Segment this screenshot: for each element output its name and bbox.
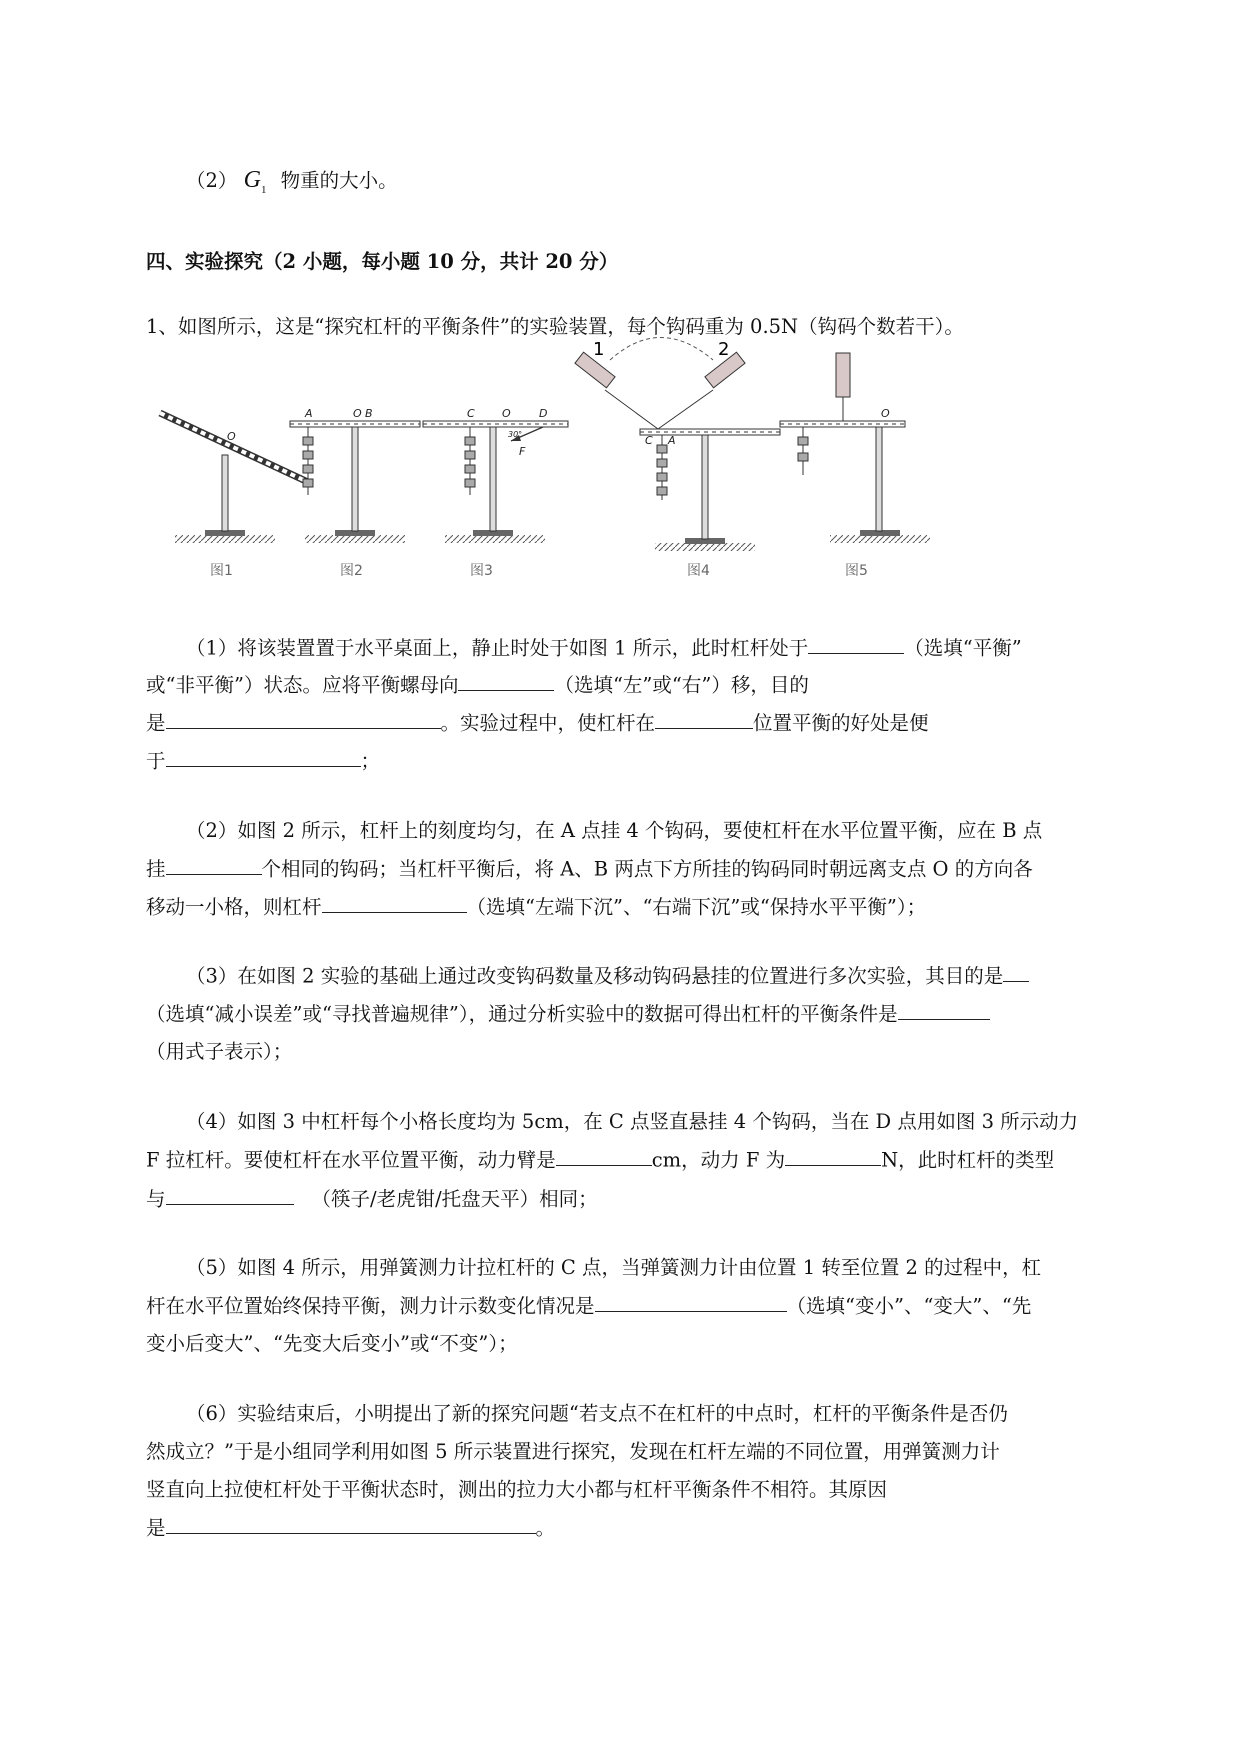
- answer-blank-benefit[interactable]: [166, 745, 361, 767]
- answer-blank-lever-type[interactable]: [166, 1183, 294, 1205]
- fig4-label: 图4: [687, 563, 710, 579]
- figure-1: [160, 413, 310, 579]
- p2-line3: [146, 891, 926, 919]
- answer-blank-reason[interactable]: [166, 1512, 536, 1534]
- figure-2: [290, 407, 420, 579]
- p2-text-3b: （选填“左端下沉”、“右端下沉”或“保持水平平衡”）；: [466, 895, 927, 919]
- fig3-label: 图3: [470, 563, 493, 579]
- fig3-point-c: C: [467, 407, 475, 420]
- p1-line4: [146, 745, 380, 773]
- question-stem: 1、如图所示，这是“探究杠杆的平衡条件”的实验装置，每个钩码重为 0.5N（钩码个数若干）。: [146, 315, 964, 338]
- p4-line3: [146, 1183, 598, 1211]
- fig5-label: 图5: [845, 563, 868, 579]
- fig3-pivot-o: O: [502, 407, 511, 420]
- p3-line2: [146, 998, 990, 1026]
- answer-blank-arm-length[interactable]: [556, 1144, 652, 1166]
- answer-blank-position[interactable]: [655, 707, 753, 729]
- p4-text-2a: F 拉杠杆。要使杠杆在水平位置平衡，动力臂是: [146, 1148, 556, 1172]
- p5-text-2b: （选填“变小”、“变大”、“先: [786, 1294, 1032, 1318]
- fig4-position-1: 1: [593, 339, 605, 360]
- fig2-pivot-o: O: [353, 407, 362, 420]
- p3-text-2a: （选填“减小误差”或“寻找普遍规律”），通过分析实验中的数据可得出杠杆的平衡条件是: [146, 1002, 898, 1026]
- p4-text-2c: N，此时杠杆的类型: [881, 1148, 1055, 1172]
- p4-line1: （4）如图 3 中杠杆每个小格长度均为 5cm，在 C 点竖直悬挂 4 个钩码，当在 D 点用如图 3 所示动力: [186, 1110, 1079, 1133]
- p1-text-3c: 位置平衡的好处是便: [753, 711, 929, 735]
- fig5-pivot-o: O: [881, 407, 890, 420]
- fig2-point-a: A: [305, 407, 313, 420]
- answer-blank-purpose[interactable]: [166, 707, 441, 729]
- q2-prefix: （2）: [186, 169, 238, 192]
- p5-line1: （5）如图 4 所示，用弹簧测力计拉杠杆的 C 点，当弹簧测力计由位置 1 转至位置 2 的过程中，杠: [186, 1256, 1042, 1279]
- experiment-figures: [165, 339, 1035, 595]
- p6-line2: 然成立？”于是小组同学利用如图 5 所示装置进行探究，发现在杠杆左端的不同位置，用弹簧测力计: [146, 1440, 1000, 1463]
- figure-3: [423, 407, 568, 579]
- p4-line2: [146, 1144, 1054, 1172]
- fig4-position-2: 2: [718, 339, 730, 360]
- q2-suffix: 物重的大小。: [280, 169, 398, 192]
- fig2-label: 图2: [340, 563, 363, 579]
- answer-blank-goal[interactable]: [1003, 960, 1029, 982]
- p4-text-3b: （筷子/老虎钳/托盘天平）相同；: [311, 1187, 598, 1211]
- answer-blank-condition[interactable]: [898, 998, 990, 1020]
- p3-line1: [186, 960, 1029, 988]
- p1-line1: [186, 632, 1022, 660]
- p5-line2: [146, 1290, 1031, 1318]
- p6-text-4b: 。: [535, 1516, 556, 1540]
- p1-text-3a: 是: [146, 711, 166, 735]
- fig1-pivot-o: O: [227, 430, 236, 443]
- p1-line2: [146, 669, 809, 697]
- figure-4: [575, 338, 780, 580]
- p1-text-3b: 。实验过程中，使杠杆在: [440, 711, 656, 735]
- p6-line1: （6）实验结束后，小明提出了新的探究问题“若支点不在杠杆的中点时，杠杆的平衡条件是否仍: [186, 1402, 1008, 1425]
- p2-line2: [146, 853, 1033, 881]
- answer-blank-lever-state[interactable]: [322, 891, 467, 913]
- answer-blank-direction[interactable]: [458, 669, 554, 691]
- answer-blank-force[interactable]: [785, 1144, 881, 1166]
- p5-text-2a: 杆在水平位置始终保持平衡，测力计示数变化情况是: [146, 1294, 595, 1318]
- answer-blank-hook-count[interactable]: [166, 853, 262, 875]
- q2-item: [186, 165, 398, 196]
- p2-line1: （2）如图 2 所示，杠杆上的刻度均匀，在 A 点挂 4 个钩码，要使杠杆在水平位置平衡，应在 B 点: [186, 819, 1043, 842]
- fig1-label: 图1: [210, 563, 233, 579]
- fig2-point-b: B: [365, 407, 373, 420]
- p1-text-4a: 于: [146, 749, 166, 773]
- p2-text-2a: 挂: [146, 857, 166, 881]
- p6-line4: [146, 1512, 555, 1540]
- p2-text-3a: 移动一小格，则杠杆: [146, 895, 322, 919]
- p1-text-2b: （选填“左”或“右”）移，目的: [554, 673, 809, 697]
- g1-symbol: [243, 167, 267, 196]
- fig4-point-c: C: [645, 434, 653, 447]
- p3-text-1: （3）在如图 2 实验的基础上通过改变钩码数量及移动钩码悬挂的位置进行多次实验，其目的是: [186, 964, 1004, 988]
- section-heading: 四、实验探究（2 小题，每小题 10 分，共计 20 分）: [146, 250, 619, 273]
- p6-text-4a: 是: [146, 1516, 166, 1540]
- g-subscript: 1: [260, 183, 267, 196]
- fig3-force-f: F: [519, 445, 526, 458]
- p5-line3: 变小后变大”、“先变大后变小”或“不变”）；: [146, 1332, 518, 1355]
- p1-text-4b: ；: [360, 749, 381, 773]
- p6-line3: 竖直向上拉使杠杆处于平衡状态时，测出的拉力大小都与杠杆平衡条件不相符。其原因: [146, 1478, 888, 1501]
- answer-blank-state[interactable]: [808, 632, 904, 654]
- answer-blank-reading-change[interactable]: [595, 1290, 787, 1312]
- p4-text-2b: cm，动力 F 为: [651, 1148, 786, 1172]
- p1-text-2a: 或“非平衡”）状态。应将平衡螺母向: [146, 673, 459, 697]
- p2-text-2b: 个相同的钩码；当杠杆平衡后，将 A、B 两点下方所挂的钩码同时朝远离支点 O 的方向各: [261, 857, 1033, 881]
- figure-5: [780, 353, 930, 579]
- p1-text-1a: （1）将该装置置于水平桌面上，静止时处于如图 1 所示，此时杠杆处于: [186, 636, 809, 660]
- p1-line3: [146, 707, 929, 735]
- fig4-point-a: A: [668, 434, 676, 447]
- fig3-angle: 30°: [508, 430, 523, 439]
- g-letter: G: [243, 167, 261, 193]
- p4-text-3a: 与: [146, 1187, 166, 1211]
- p3-line3: （用式子表示）；: [146, 1040, 293, 1063]
- p1-text-1b: （选填“平衡”: [904, 636, 1022, 660]
- fig3-point-d: D: [539, 407, 548, 420]
